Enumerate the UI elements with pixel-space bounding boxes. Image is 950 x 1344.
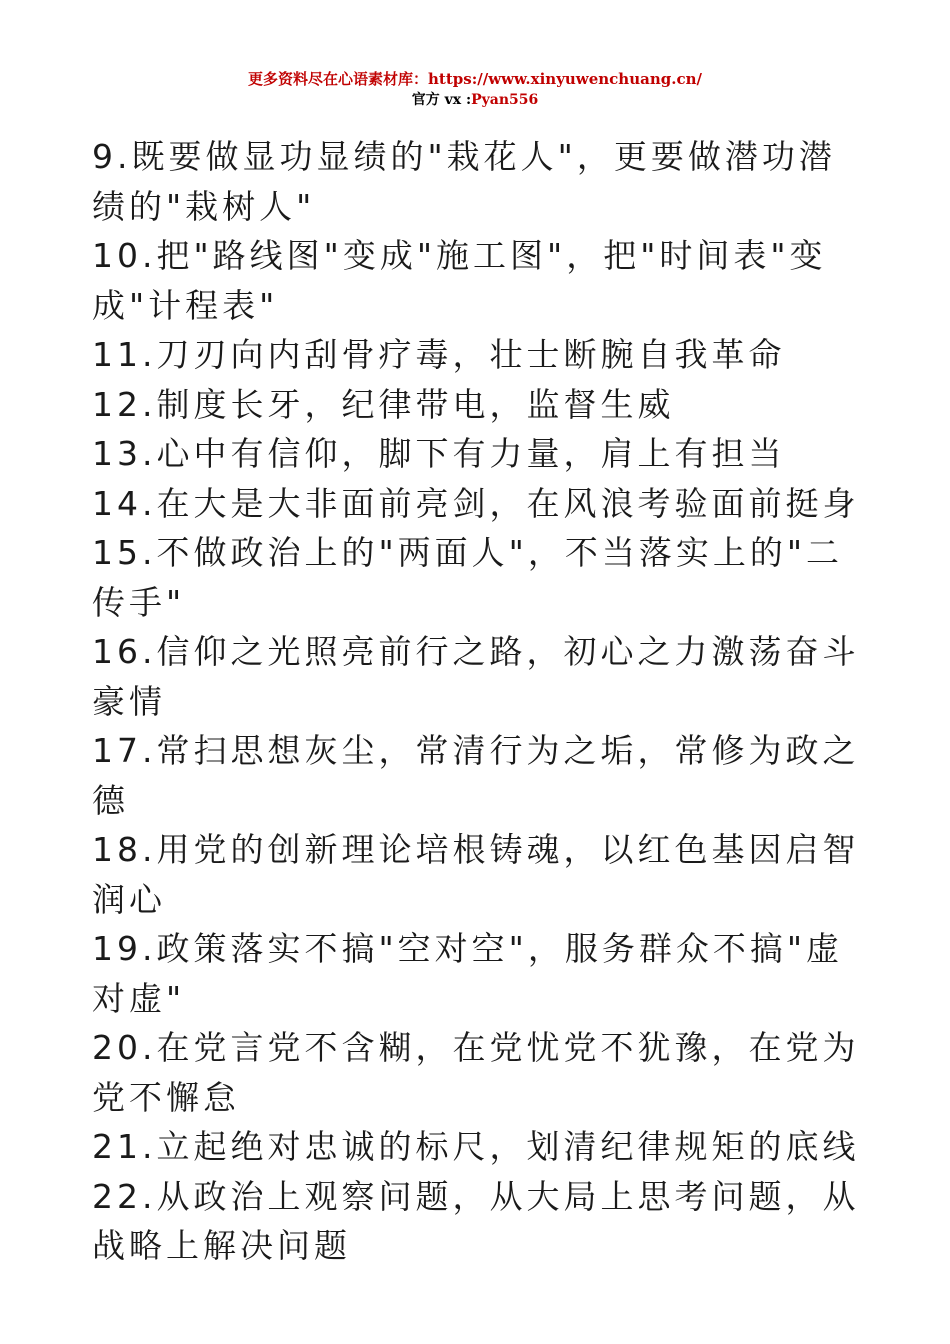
list-item: 9.既要做显功显绩的"栽花人"，更要做潜功潜绩的"栽树人" — [92, 137, 836, 226]
list-item: 19.政策落实不搞"空对空"，服务群众不搞"虚对虚" — [92, 929, 844, 1018]
slogan-list — [92, 132, 872, 1271]
list-item: 21.立起绝对忠诚的标尺，划清纪律规矩的底线 — [92, 1127, 860, 1166]
header-wechat-id: Pyan556 — [471, 92, 539, 108]
list-item: 18.用党的创新理论培根铸魂，以红色基因启智润心 — [92, 830, 860, 919]
list-item: 11.刀刃向内刮骨疗毒，壮士断腕自我革命 — [92, 335, 786, 374]
list-item: 12.制度长牙，纪律带电，监督生威 — [92, 384, 675, 424]
list-item: 22.从政治上观察问题，从大局上思考问题，从战略上解决问题 — [92, 1176, 860, 1265]
list-item: 13.心中有信仰，脚下有力量，肩上有担当 — [92, 434, 786, 473]
list-item: 14.在大是大非面前亮剑，在风浪考验面前挺身 — [92, 483, 860, 523]
header-wechat-label: 官方 vx : — [411, 92, 472, 108]
list-item: 10.把"路线图"变成"施工图"，把"时间表"变成"计程表" — [92, 236, 827, 325]
page-header — [0, 68, 950, 110]
list-item: 17.常扫思想灰尘，常清行为之垢，常修为政之德 — [92, 731, 860, 820]
list-item: 16.信仰之光照亮前行之路，初心之力激荡奋斗豪情 — [92, 632, 860, 721]
list-item: 20.在党言党不含糊，在党忧党不犹豫，在党为党不懈怠 — [92, 1028, 860, 1117]
header-resource-link[interactable]: 更多资料尽在心语素材库：https://www.xinyuwenchuang.cn/ — [248, 70, 702, 88]
header-wechat-line — [0, 90, 950, 110]
list-item: 15.不做政治上的"两面人"，不当落实上的"二传手" — [92, 533, 844, 622]
